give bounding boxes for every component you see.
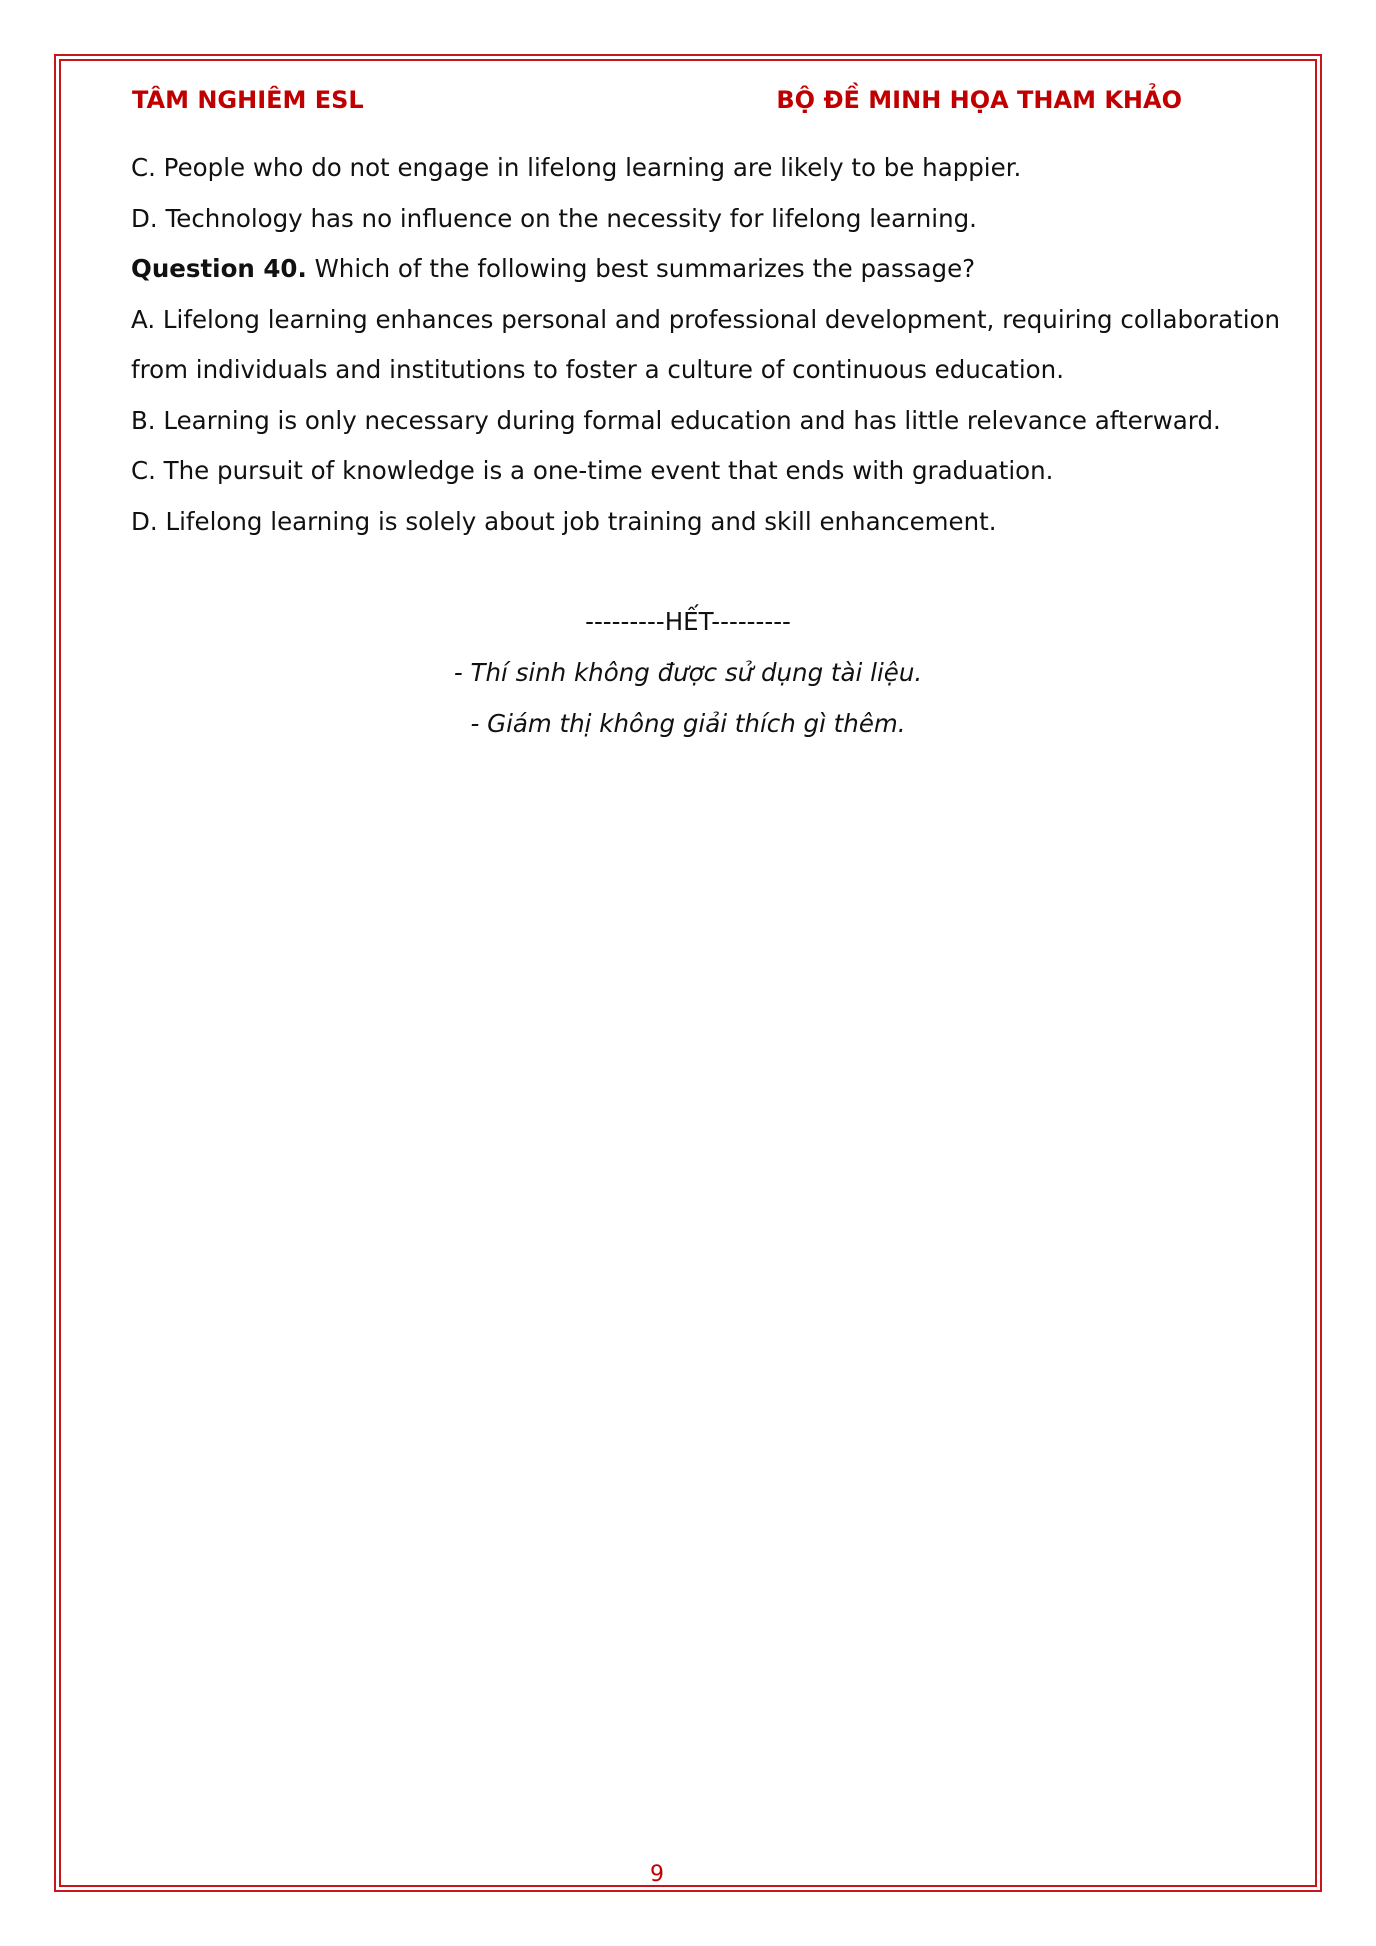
end-note-1: - Thí sinh không được sử dụng tài liệu. bbox=[453, 658, 923, 687]
q40-option-d: D. Lifelong learning is solely about job training and skill enhancement. bbox=[131, 506, 997, 536]
question-content bbox=[131, 143, 1281, 547]
header-title: BỘ ĐỀ MINH HỌA THAM KHẢO bbox=[776, 86, 1182, 114]
question-40-text: Which of the following best summarizes the passage? bbox=[306, 254, 976, 283]
header-brand: TÂM NGHIÊM ESL bbox=[132, 86, 364, 114]
page-header bbox=[132, 86, 1242, 122]
end-of-exam bbox=[0, 596, 1376, 749]
question-40 bbox=[131, 244, 1281, 295]
q39-option-d: D. Technology has no influence on the necessity for lifelong learning. bbox=[131, 203, 977, 233]
q40-option-b: B. Learning is only necessary during formal education and has little relevance afterward. bbox=[131, 405, 1221, 435]
page-number: 9 bbox=[650, 1862, 664, 1887]
q40-option-a-line2: from individuals and institutions to foster a culture of continuous education. bbox=[131, 355, 1064, 384]
question-40-label: Question 40. bbox=[131, 254, 307, 283]
q40-option-a-line1: A. Lifelong learning enhances personal and professional development, requiring collaboration bbox=[131, 304, 1281, 334]
q40-option-c: C. The pursuit of knowledge is a one-time event that ends with graduation. bbox=[131, 456, 1054, 485]
end-note-2: - Giám thị không giải thích gì thêm. bbox=[470, 709, 906, 738]
end-marker: ---------HẾT--------- bbox=[585, 607, 791, 636]
q39-option-c: C. People who do not engage in lifelong learning are likely to be happier. bbox=[131, 153, 1022, 182]
